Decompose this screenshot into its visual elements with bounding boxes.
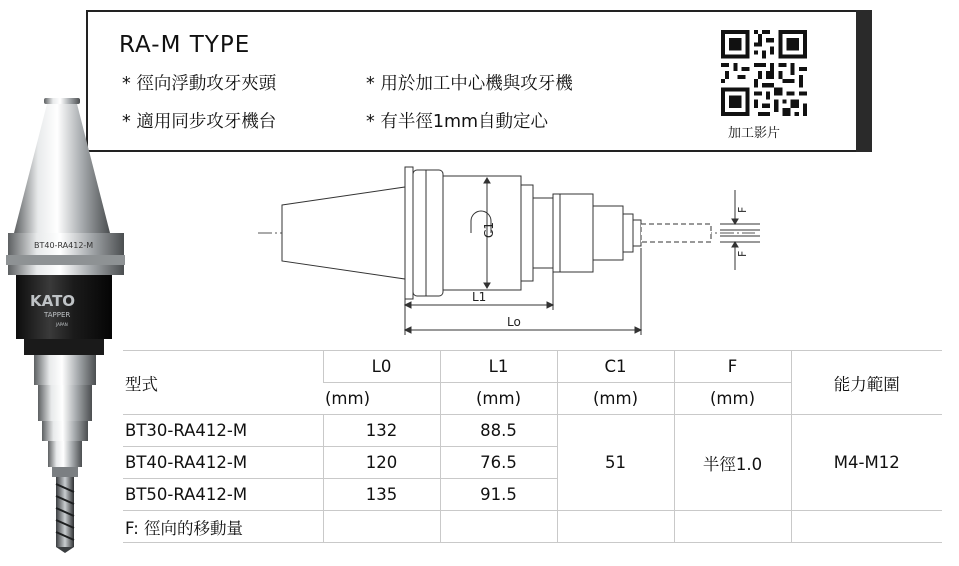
l1-cell: 91.5 (440, 479, 557, 511)
dim-label-f-top: F (736, 206, 749, 213)
unit-l0: (mm) (323, 383, 440, 415)
header-capacity: 能力範圍 (791, 351, 942, 415)
product-title: RA-M TYPE (119, 32, 251, 58)
l1-cell: 76.5 (440, 447, 557, 479)
spec-table (123, 350, 942, 543)
model-cell: BT50-RA412-M (123, 479, 323, 511)
dim-label-l0: Lo (507, 315, 521, 329)
qr-code-label: 加工影片 (728, 126, 781, 141)
empty-cell (674, 511, 791, 543)
tap-holder-photo (0, 98, 125, 553)
unit-l1: (mm) (440, 383, 557, 415)
dim-label-l1: L1 (472, 290, 487, 304)
header-l0: L0 (323, 351, 440, 383)
header-c1: C1 (557, 351, 674, 383)
header-l1: L1 (440, 351, 557, 383)
header-accent-bar (856, 10, 872, 152)
l0-cell: 120 (323, 447, 440, 479)
unit-f: (mm) (674, 383, 791, 415)
unit-c1: (mm) (557, 383, 674, 415)
photo-brand-text: KATO (30, 292, 76, 310)
capacity-value-cell: M4-M12 (791, 415, 942, 511)
feature-bullet-3: * 適用同步攻牙機台 (122, 112, 277, 132)
empty-cell (557, 511, 674, 543)
l0-cell: 132 (323, 415, 440, 447)
empty-cell (323, 511, 440, 543)
feature-bullet-4: * 有半徑1mm自動定心 (366, 112, 549, 132)
dim-label-f-bottom: F (736, 250, 749, 257)
technical-drawing (250, 150, 770, 340)
photo-sub-brand-text: TAPPER (44, 311, 71, 319)
header-f: F (674, 351, 791, 383)
header-model: 型式 (123, 351, 323, 415)
model-cell: BT30-RA412-M (123, 415, 323, 447)
model-cell: BT40-RA412-M (123, 447, 323, 479)
note-cell: F: 徑向的移動量 (123, 511, 323, 543)
qr-code-icon[interactable] (721, 30, 807, 116)
photo-ring-text: BT40-RA412-M (34, 241, 94, 250)
product-header-box (86, 10, 856, 152)
l1-cell: 88.5 (440, 415, 557, 447)
table-header-row (123, 351, 942, 383)
empty-cell (440, 511, 557, 543)
feature-bullet-2: * 用於加工中心機與攻牙機 (366, 74, 573, 94)
table-note-row (123, 511, 942, 543)
dim-label-c1: C1 (482, 221, 496, 238)
photo-country-text: JAPAN (56, 322, 68, 327)
c1-value-cell: 51 (557, 415, 674, 511)
feature-bullet-1: * 徑向浮動攻牙夾頭 (122, 74, 277, 94)
table-row (123, 415, 942, 447)
empty-cell (791, 511, 942, 543)
f-value-cell: 半徑1.0 (674, 415, 791, 511)
l0-cell: 135 (323, 479, 440, 511)
